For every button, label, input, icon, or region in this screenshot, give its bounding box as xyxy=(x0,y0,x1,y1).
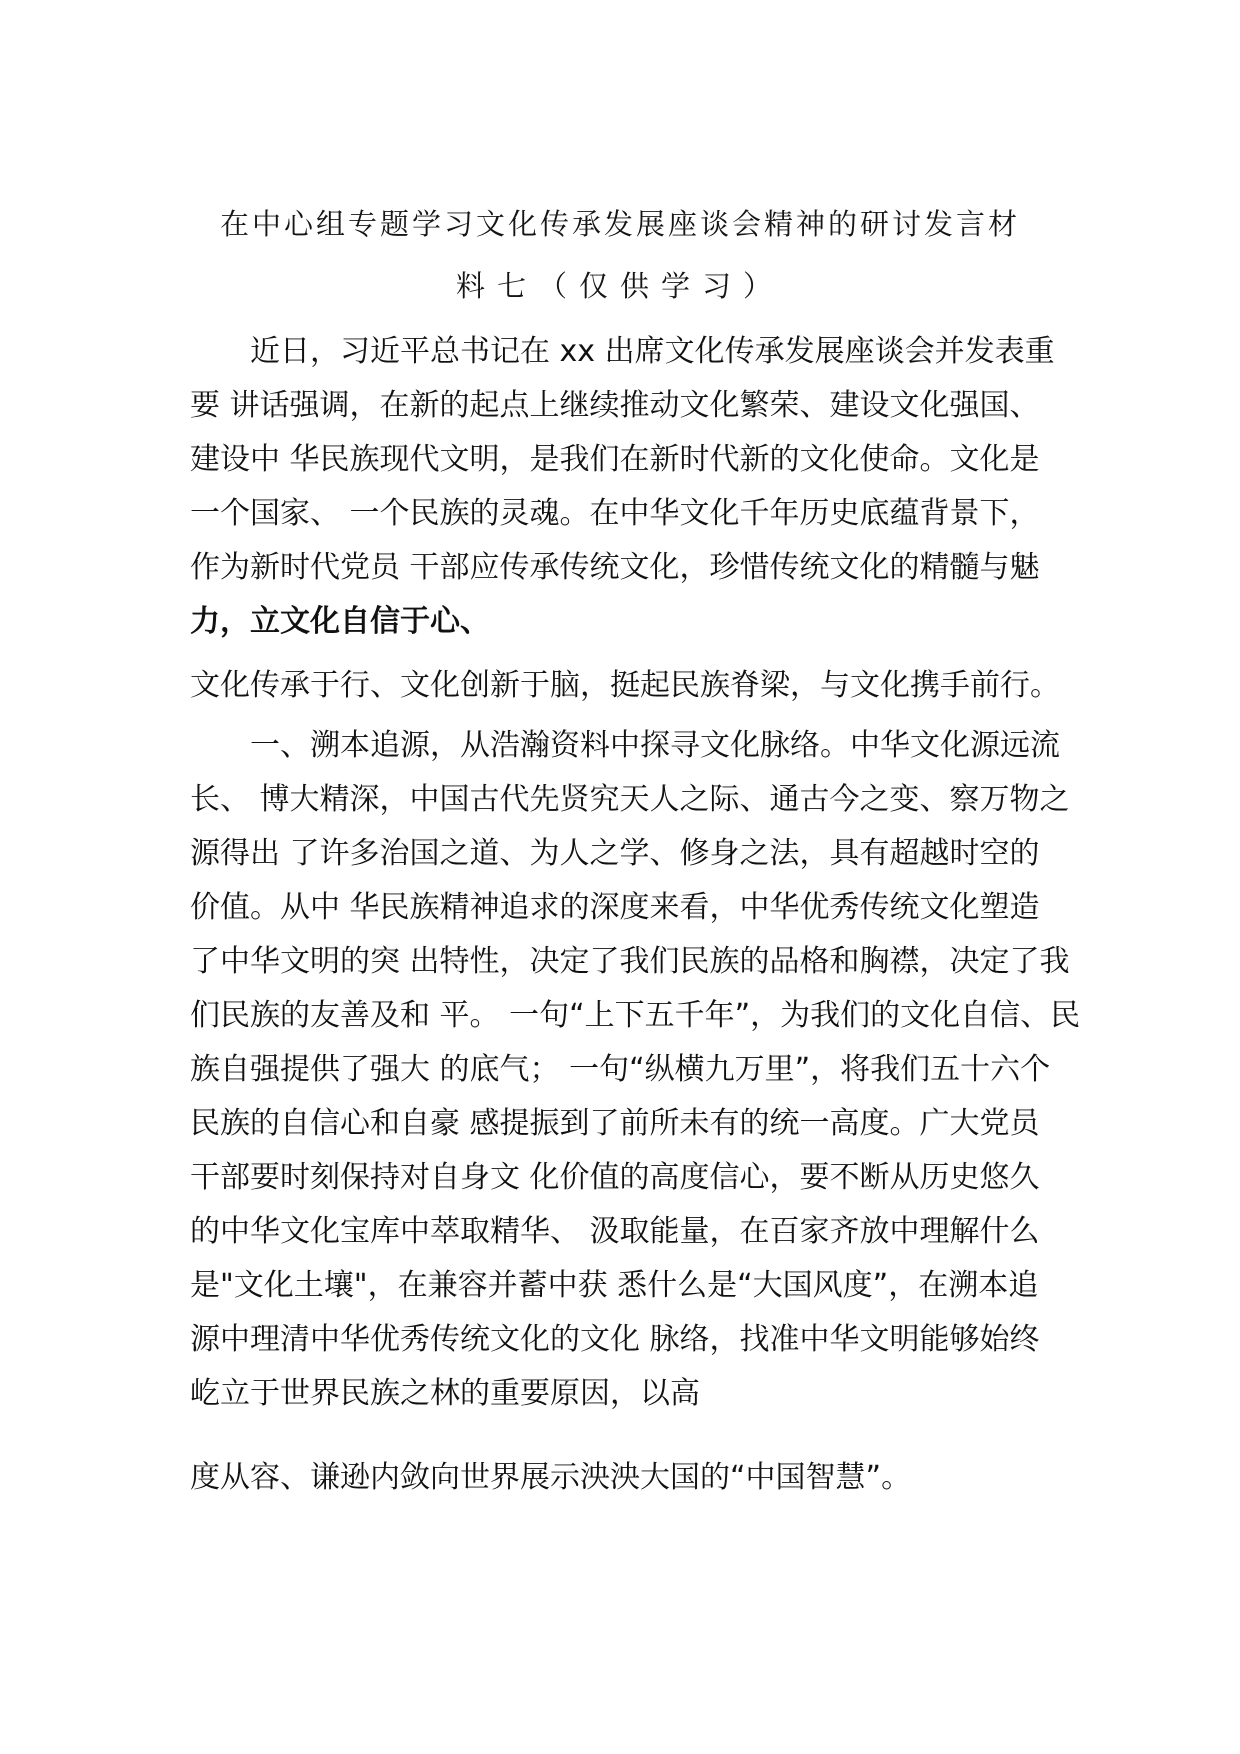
paragraph-line: 力，立文化自信于心、 xyxy=(190,604,490,639)
paragraph-line: 要 讲话强调，在新的起点上继续推动文化繁荣、建设文化强国、 xyxy=(190,388,1040,423)
section-heading-line: 一、溯本追源，从浩瀚资料中探寻文化脉络。中华文化源远流 xyxy=(250,728,1060,763)
document-title-line-2: 料七（仅供学习） xyxy=(455,269,784,303)
paragraph-line: 的中华文化宝库中萃取精华、 汲取能量，在百家齐放中理解什么 xyxy=(190,1214,1040,1249)
paragraph-line: 近日，习近平总书记在 xx 出席文化传承发展座谈会并发表重 xyxy=(250,334,1055,369)
paragraph-line: 作为新时代党员 干部应传承传统文化，珍惜传统文化的精髓与魅 xyxy=(190,550,1040,585)
paragraph-line: 一个国家、 一个民族的灵魂。在中华文化千年历史底蕴背景下， xyxy=(190,496,1040,531)
paragraph-line: 们民族的友善及和 平。 一句“上下五千年”，为我们的文化自信、民 xyxy=(190,998,1081,1033)
paragraph-line: 源得出 了许多治国之道、为人之学、修身之法，具有超越时空的 xyxy=(190,836,1040,871)
document-title-line-1: 在中心组专题学习文化传承发展座谈会精神的研讨发言材 xyxy=(219,207,1020,241)
paragraph-line: 长、 博大精深，中国古代先贤究天人之际、通古今之变、察万物之 xyxy=(190,782,1070,817)
paragraph-line: 屹立于世界民族之林的重要原因，以高 xyxy=(190,1376,700,1411)
paragraph-line: 文化传承于行、文化创新于脑，挺起民族脊梁，与文化携手前行。 xyxy=(190,668,1060,703)
paragraph-line: 度从容、谦逊内敛向世界展示泱泱大国的“中国智慧”。 xyxy=(190,1460,912,1495)
paragraph-line: 是"文化土壤"，在兼容并蓄中获 悉什么是“大国风度”，在溯本追 xyxy=(190,1268,1039,1303)
paragraph-line: 建设中 华民族现代文明，是我们在新时代新的文化使命。文化是 xyxy=(190,442,1040,477)
paragraph-line: 了中华文明的突 出特性，决定了我们民族的品格和胸襟，决定了我 xyxy=(190,944,1070,979)
paragraph-line: 民族的自信心和自豪 感提振到了前所未有的统一高度。广大党员 xyxy=(190,1106,1040,1141)
paragraph-line: 价值。从中 华民族精神追求的深度来看，中华优秀传统文化塑造 xyxy=(190,890,1040,925)
paragraph-line: 族自强提供了强大 的底气； 一句“纵横九万里”，将我们五十六个 xyxy=(190,1052,1051,1087)
paragraph-line: 源中理清中华优秀传统文化的文化 脉络，找准中华文明能够始终 xyxy=(190,1322,1040,1357)
paragraph-line: 干部要时刻保持对自身文 化价值的高度信心，要不断从历史悠久 xyxy=(190,1160,1040,1195)
